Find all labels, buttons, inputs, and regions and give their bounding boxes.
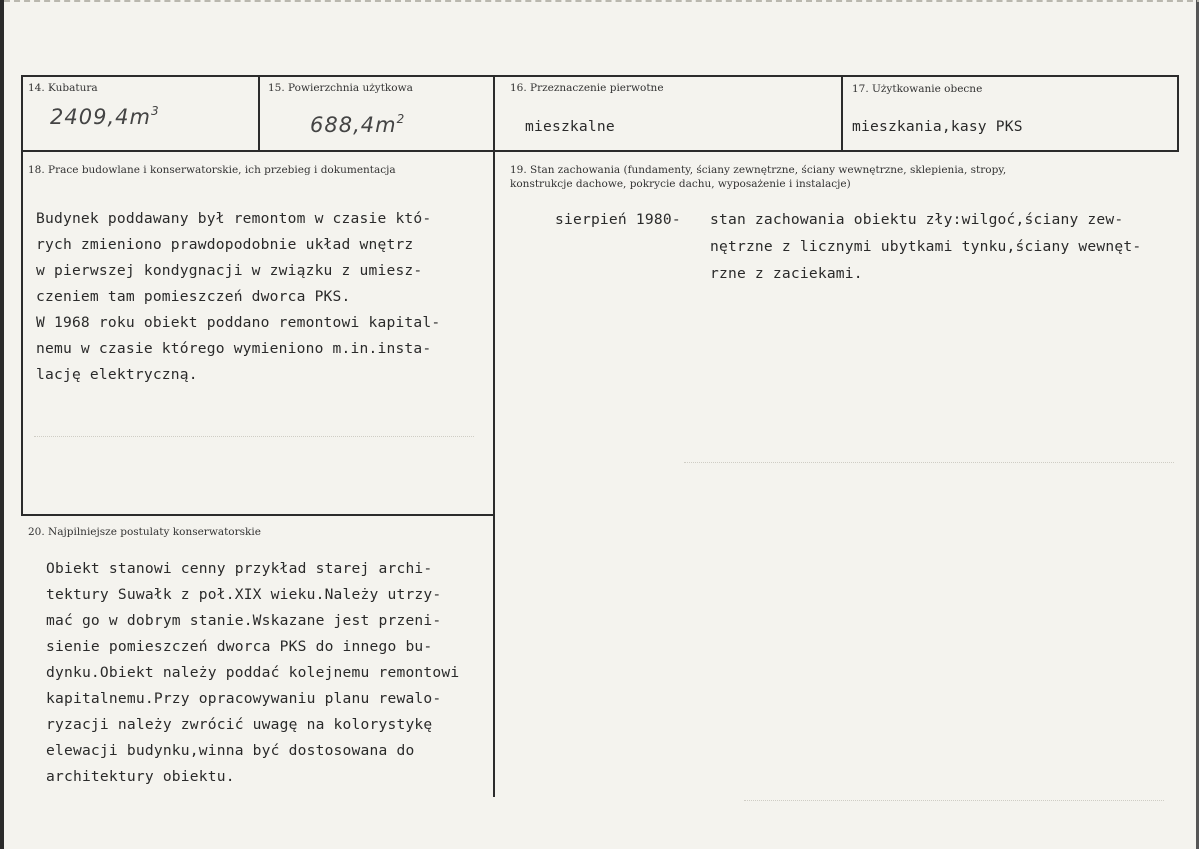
text-line: w pierwszej kondygnacji w związku z umiesz- bbox=[36, 262, 423, 279]
text-line: nemu w czasie którego wymieniono m.in.insta- bbox=[36, 340, 432, 357]
field-15-value bbox=[310, 112, 405, 137]
text-line: czeniem tam pomieszczeń dworca PKS. bbox=[36, 288, 351, 305]
text-line: lację elektryczną. bbox=[36, 366, 198, 383]
text-line: Obiekt stanowi cenny przykład starej archi- bbox=[46, 560, 433, 577]
kubatura-handwritten: 2409,4m bbox=[50, 105, 151, 129]
field-18-label: 18. Prace budowlane i konserwatorskie, ich przebieg i dokumentacja bbox=[28, 164, 396, 176]
top-row-border bbox=[21, 75, 1179, 77]
field-17-label: 17. Użytkowanie obecne bbox=[852, 83, 983, 95]
row1-bottom-border bbox=[21, 150, 1179, 152]
divider-16-17 bbox=[841, 75, 843, 151]
field-19-date: sierpień 1980- bbox=[555, 211, 681, 228]
divider-14-15 bbox=[258, 75, 260, 151]
text-line: rych zmieniono prawdopodobnie układ wnętrz bbox=[36, 236, 414, 253]
faint-trace bbox=[684, 462, 1174, 464]
field-19-label-line1: 19. Stan zachowania (fundamenty, ściany zewnętrzne, ściany wewnętrzne, sklepienia, stropy, bbox=[510, 164, 1007, 176]
field-14-label: 14. Kubatura bbox=[28, 82, 98, 94]
field-16-value: mieszkalne bbox=[525, 118, 615, 135]
divider-15-16 bbox=[493, 75, 495, 797]
field-14-value bbox=[50, 104, 160, 129]
text-line: mać go w dobrym stanie.Wskazane jest przeni- bbox=[46, 612, 442, 629]
text-line: Budynek poddawany był remontom w czasie któ- bbox=[36, 210, 432, 227]
row1-left-border bbox=[21, 75, 23, 514]
perforated-top-edge bbox=[4, 0, 1199, 7]
row2-left-bottom-border bbox=[21, 514, 493, 516]
text-line: sienie pomieszczeń dworca PKS do innego bu- bbox=[46, 638, 433, 655]
faint-trace bbox=[34, 436, 474, 438]
field-19-label-line2: konstrukcje dachowe, pokrycie dachu, wyposażenie i instalacje) bbox=[510, 178, 851, 190]
text-line: architektury obiektu. bbox=[46, 768, 235, 785]
text-line: rzne z zaciekami. bbox=[710, 265, 863, 282]
field-20-label: 20. Najpilniejsze postulaty konserwatorskie bbox=[28, 526, 261, 538]
kubatura-exponent: 3 bbox=[150, 104, 160, 118]
text-line: W 1968 roku obiekt poddano remontowi kapital- bbox=[36, 314, 441, 331]
powierzchnia-handwritten: 688,4m bbox=[310, 113, 397, 137]
text-line: kapitalnemu.Przy opracowywaniu planu rewalo- bbox=[46, 690, 442, 707]
field-17-value: mieszkania,kasy PKS bbox=[852, 118, 1023, 135]
field-15-label: 15. Powierzchnia użytkowa bbox=[268, 82, 413, 94]
text-line: stan zachowania obiektu zły:wilgoć,ściany zew- bbox=[710, 211, 1124, 228]
text-line: nętrzne z licznymi ubytkami tynku,ściany wewnęt- bbox=[710, 238, 1142, 255]
text-line: elewacji budynku,winna być dostosowana do bbox=[46, 742, 415, 759]
text-line: ryzacji należy zwrócić uwagę na kolorystykę bbox=[46, 716, 433, 733]
powierzchnia-exponent: 2 bbox=[396, 112, 406, 126]
text-line: tektury Suwałk z poł.XIX wieku.Należy utrzy- bbox=[46, 586, 442, 603]
text-line: dynku.Obiekt należy poddać kolejnemu remontowi bbox=[46, 664, 460, 681]
row1-right-border bbox=[1177, 75, 1179, 151]
field-16-label: 16. Przeznaczenie pierwotne bbox=[510, 82, 664, 94]
faint-trace bbox=[744, 800, 1164, 802]
